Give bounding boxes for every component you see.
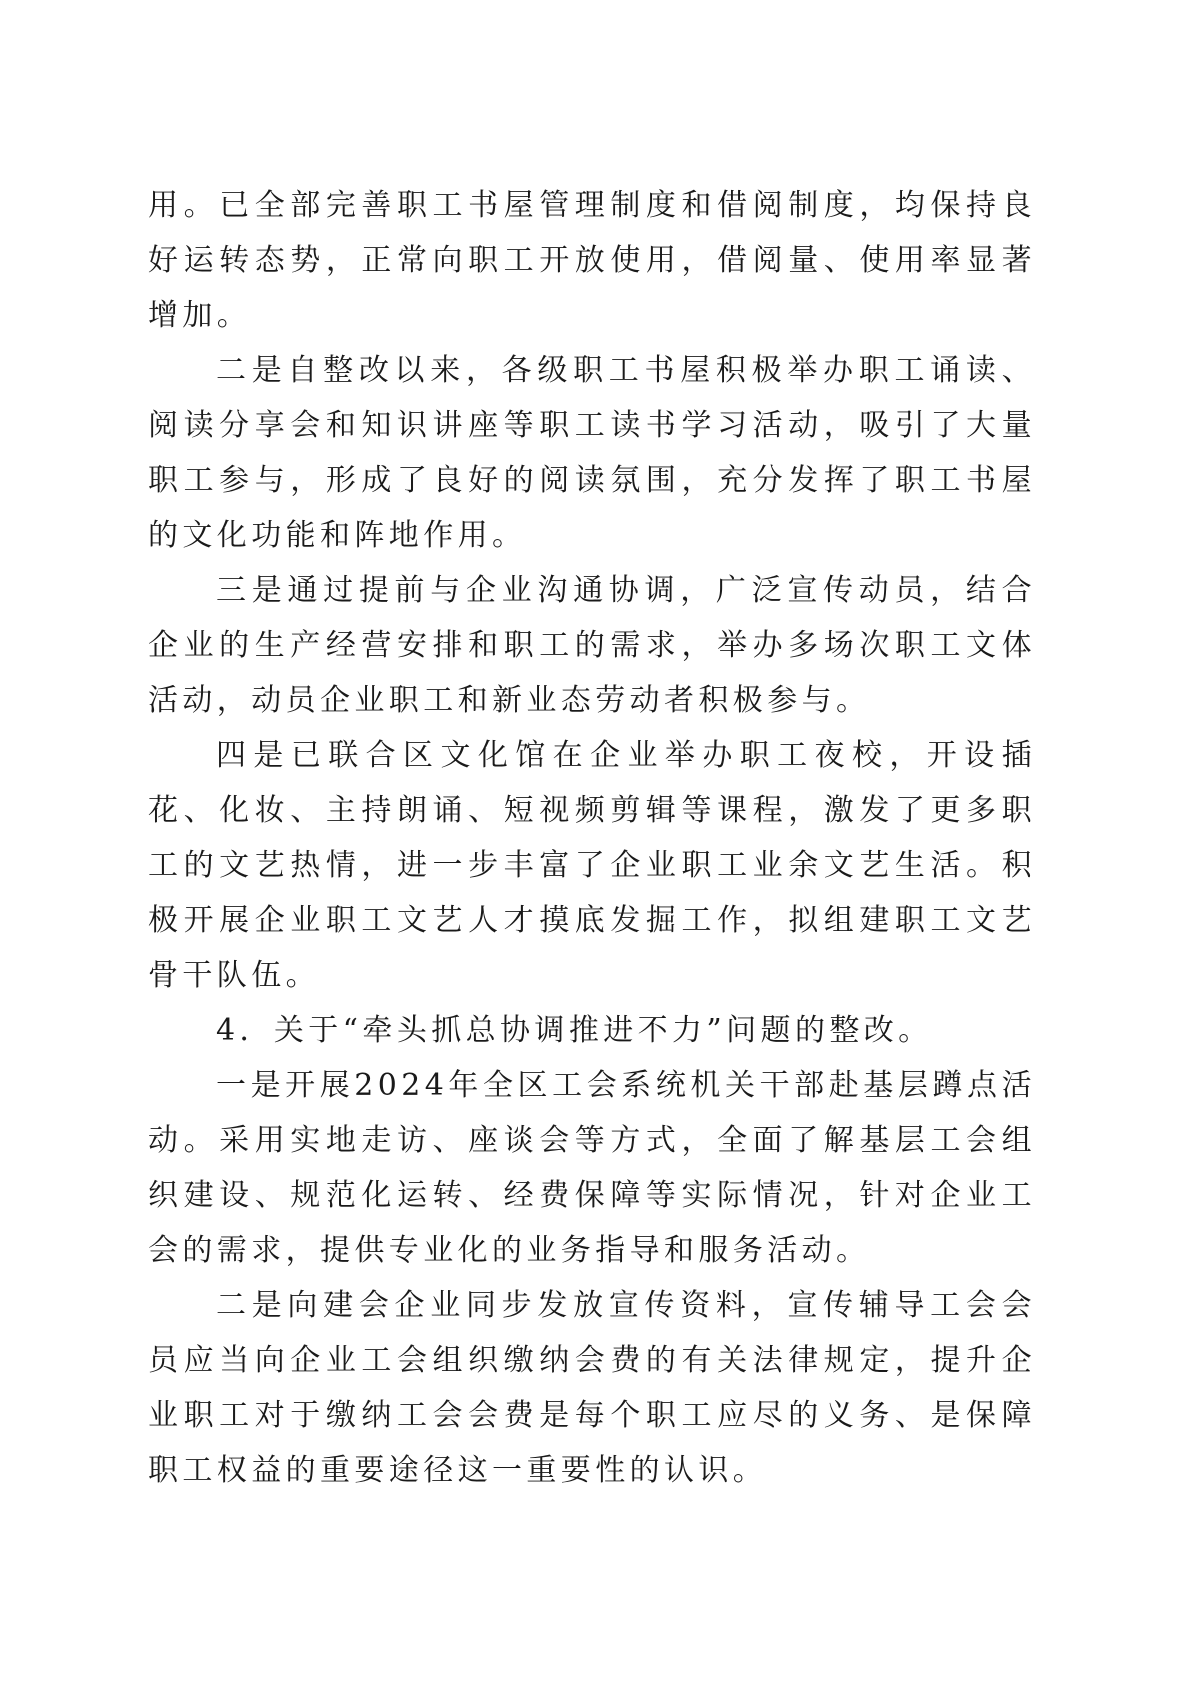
paragraph-item-2-section-4: 二是向建会企业同步发放宣传资料，宣传辅导工会会员应当向企业工会组织缴纳会费的有关法律规定，提升企业职工对于缴纳工会会费是每个职工应尽的义务、是保障职工权益的重要途径这一重要性的认识。 (148, 1288, 1036, 1488)
paragraph-item-1-section-4: 一是开展2024年全区工会系统机关干部赴基层蹲点活动。采用实地走访、座谈会等方式，全面了解基层工会组织建设、规范化运转、经费保障等实际情况，针对企业工会的需求，提供专业化的业务指导和服务活动。 (148, 1068, 1036, 1268)
paragraph-item-4: 四是已联合区文化馆在企业举办职工夜校，开设插花、化妆、主持朗诵、短视频剪辑等课程，激发了更多职工的文艺热情，进一步丰富了企业职工业余文艺生活。积极开展企业职工文艺人才摸底发掘工作，拟组建职工文艺骨干队伍。 (148, 738, 1036, 993)
paragraph-item-2: 二是自整改以来，各级职工书屋积极举办职工诵读、阅读分享会和知识讲座等职工读书学习活动，吸引了大量职工参与，形成了良好的阅读氛围，充分发挥了职工书屋的文化功能和阵地作用。 (148, 353, 1036, 553)
document-body (148, 178, 1036, 1498)
paragraph-item-3: 三是通过提前与企业沟通协调，广泛宣传动员，结合企业的生产经营安排和职工的需求，举办多场次职工文体活动，动员企业职工和新业态劳动者积极参与。 (148, 573, 1036, 718)
paragraph-continuation: 用。已全部完善职工书屋管理制度和借阅制度，均保持良好运转态势，正常向职工开放使用，借阅量、使用率显著增加。 (148, 188, 1036, 333)
section-heading-4: 4．关于“牵头抓总协调推进不力”问题的整改。 (216, 1013, 933, 1048)
